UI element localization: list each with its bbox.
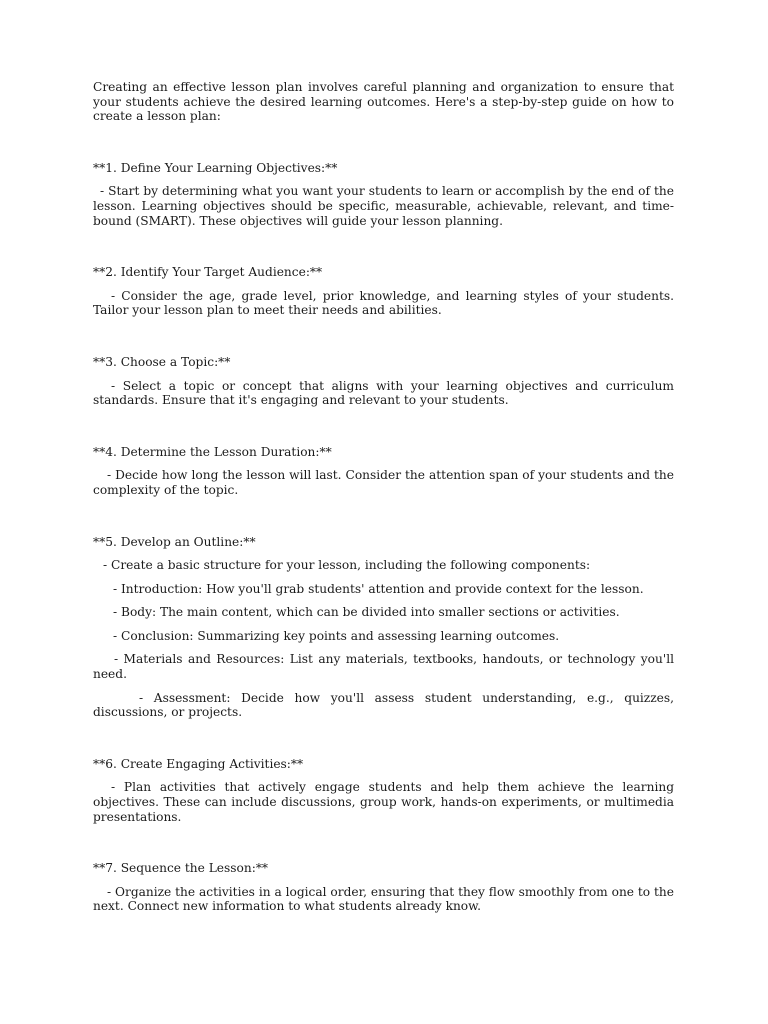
- outline-item: - Assessment: Decide how you'll assess student understanding, e.g., quizzes, discussions, or projects.: [93, 690, 674, 720]
- section-heading-4: **4. Determine the Lesson Duration:**: [93, 444, 332, 459]
- document-body: [93, 80, 674, 914]
- section-body-4: - Decide how long the lesson will last. Consider the attention span of your students and the complexity of the topic.: [93, 468, 674, 497]
- outline-item: - Body: The main content, which can be divided into smaller sections or activities.: [113, 605, 620, 620]
- section-body-3: - Select a topic or concept that aligns with your learning objectives and curriculum standards. Ensure that it's engaging and relevant to your students.: [93, 378, 674, 408]
- section-heading-2: **2. Identify Your Target Audience:**: [93, 265, 323, 280]
- section-heading-1: **1. Define Your Learning Objectives:**: [93, 160, 338, 175]
- outline-item: - Conclusion: Summarizing key points and assessing learning outcomes.: [113, 628, 560, 643]
- section-body-7: - Organize the activities in a logical order, ensuring that they flow smoothly from one to the next. Connect new information to what students already know.: [93, 884, 674, 914]
- outline-item: - Introduction: How you'll grab students' attention and provide context for the lesson.: [113, 581, 644, 596]
- section-body-2: - Consider the age, grade level, prior knowledge, and learning styles of your students. Tailor your lesson plan to meet their needs and abilities.: [93, 288, 674, 318]
- section-heading-7: **7. Sequence the Lesson:**: [93, 861, 269, 876]
- outline-item: - Create a basic structure for your lesson, including the following components:: [103, 558, 591, 573]
- intro-paragraph: Creating an effective lesson plan involves careful planning and organization to ensure that your students achieve the desired learning outcomes. Here's a step-by-step guide on how to create a lesson plan:: [93, 80, 674, 124]
- section-heading-5: **5. Develop an Outline:**: [93, 534, 256, 549]
- section-body-1: - Start by determining what you want your students to learn or accomplish by the end of the lesson. Learning objectives should be specific, measurable, achievable, relevant, and time-bound (SMART). These objectives will guide your lesson planning.: [93, 184, 674, 228]
- section-body-6: - Plan activities that actively engage students and help them achieve the learning objectives. These can include discussions, group work, hands-on experiments, or multimedia presentations.: [93, 780, 674, 824]
- outline-list: [93, 558, 674, 720]
- outline-item: - Materials and Resources: List any materials, textbooks, handouts, or technology you'll need.: [93, 652, 674, 682]
- section-heading-6: **6. Create Engaging Activities:**: [93, 756, 304, 771]
- section-heading-3: **3. Choose a Topic:**: [93, 354, 231, 369]
